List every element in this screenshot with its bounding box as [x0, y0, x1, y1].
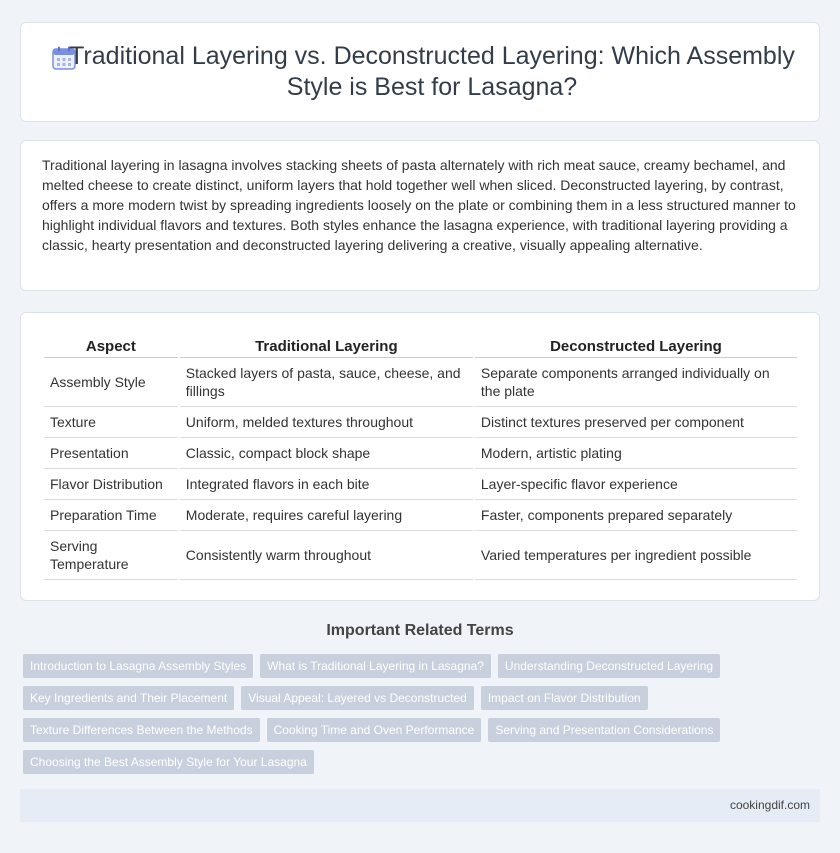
intro-paragraph: Traditional layering in lasagna involves stacking sheets of pasta alternately with rich meat sauce, creamy bechamel, and melted cheese to create distinct, uniform layers that hold together well when sliced. Deconstructed layering, by contrast, offers a more modern twist by spreading ingredients loosely on the plate or combining them in a less structured manner to highlight individual flavors and textures. Both styles enhance the lasagna experience, with traditional layering providing a classic, hearty presentation and deconstructed layering delivering a creative, visually appealing alternative. [42, 157, 796, 253]
related-terms-heading: Important Related Terms [326, 622, 514, 639]
table-row [44, 500, 797, 531]
related-term-tag[interactable]: Introduction to Lasagna Assembly Styles [23, 654, 253, 678]
related-term-tag[interactable]: Choosing the Best Assembly Style for Your Lasagna [23, 750, 314, 774]
table-row [44, 531, 797, 580]
cell-traditional: Integrated flavors in each bite [180, 469, 473, 500]
cell-deconstructed: Modern, artistic plating [475, 438, 797, 469]
cell-deconstructed: Layer-specific flavor experience [475, 469, 797, 500]
title-card [20, 22, 820, 122]
footer [20, 789, 820, 822]
intro-card [20, 140, 820, 291]
cell-deconstructed: Distinct textures preserved per component [475, 407, 797, 438]
cell-deconstructed: Faster, components prepared separately [475, 500, 797, 531]
footer-site-link[interactable]: cookingdif.com [729, 798, 810, 812]
cell-traditional: Stacked layers of pasta, sauce, cheese, and fillings [180, 358, 473, 407]
header-traditional: Traditional Layering [180, 333, 473, 358]
table-row [44, 407, 797, 438]
cell-traditional: Moderate, requires careful layering [180, 500, 473, 531]
header-aspect: Aspect [44, 333, 178, 358]
cell-deconstructed: Varied temperatures per ingredient possible [475, 531, 797, 580]
cell-aspect: Texture [44, 407, 178, 438]
cell-aspect: Preparation Time [44, 500, 178, 531]
related-term-tag[interactable]: Impact on Flavor Distribution [481, 686, 648, 710]
table-row [44, 469, 797, 500]
related-term-tag[interactable]: What is Traditional Layering in Lasagna? [260, 654, 491, 678]
related-term-tag[interactable]: Serving and Presentation Considerations [488, 718, 720, 742]
cell-traditional: Consistently warm throughout [180, 531, 473, 580]
page-title: Traditional Layering vs. Deconstructed Layering: Which Assembly Style is Best for Lasagna? [69, 42, 795, 101]
related-term-tag[interactable]: Key Ingredients and Their Placement [23, 686, 234, 710]
related-term-tag[interactable]: Understanding Deconstructed Layering [498, 654, 720, 678]
related-term-tag[interactable]: Visual Appeal: Layered vs Deconstructed [241, 686, 474, 710]
comparison-table [42, 333, 799, 580]
table-header-row [44, 333, 797, 358]
related-term-tag[interactable]: Texture Differences Between the Methods [23, 718, 260, 742]
cell-aspect: Assembly Style [44, 358, 178, 407]
related-terms-list [23, 654, 803, 774]
cell-traditional: Classic, compact block shape [180, 438, 473, 469]
cell-traditional: Uniform, melded textures throughout [180, 407, 473, 438]
table-row [44, 358, 797, 407]
cell-aspect: Flavor Distribution [44, 469, 178, 500]
related-term-tag[interactable]: Cooking Time and Oven Performance [267, 718, 482, 742]
cell-aspect: Serving Temperature [44, 531, 178, 580]
header-deconstructed: Deconstructed Layering [475, 333, 797, 358]
table-row [44, 438, 797, 469]
cell-deconstructed: Separate components arranged individually on the plate [475, 358, 797, 407]
comparison-table-card [20, 312, 820, 601]
cell-aspect: Presentation [44, 438, 178, 469]
